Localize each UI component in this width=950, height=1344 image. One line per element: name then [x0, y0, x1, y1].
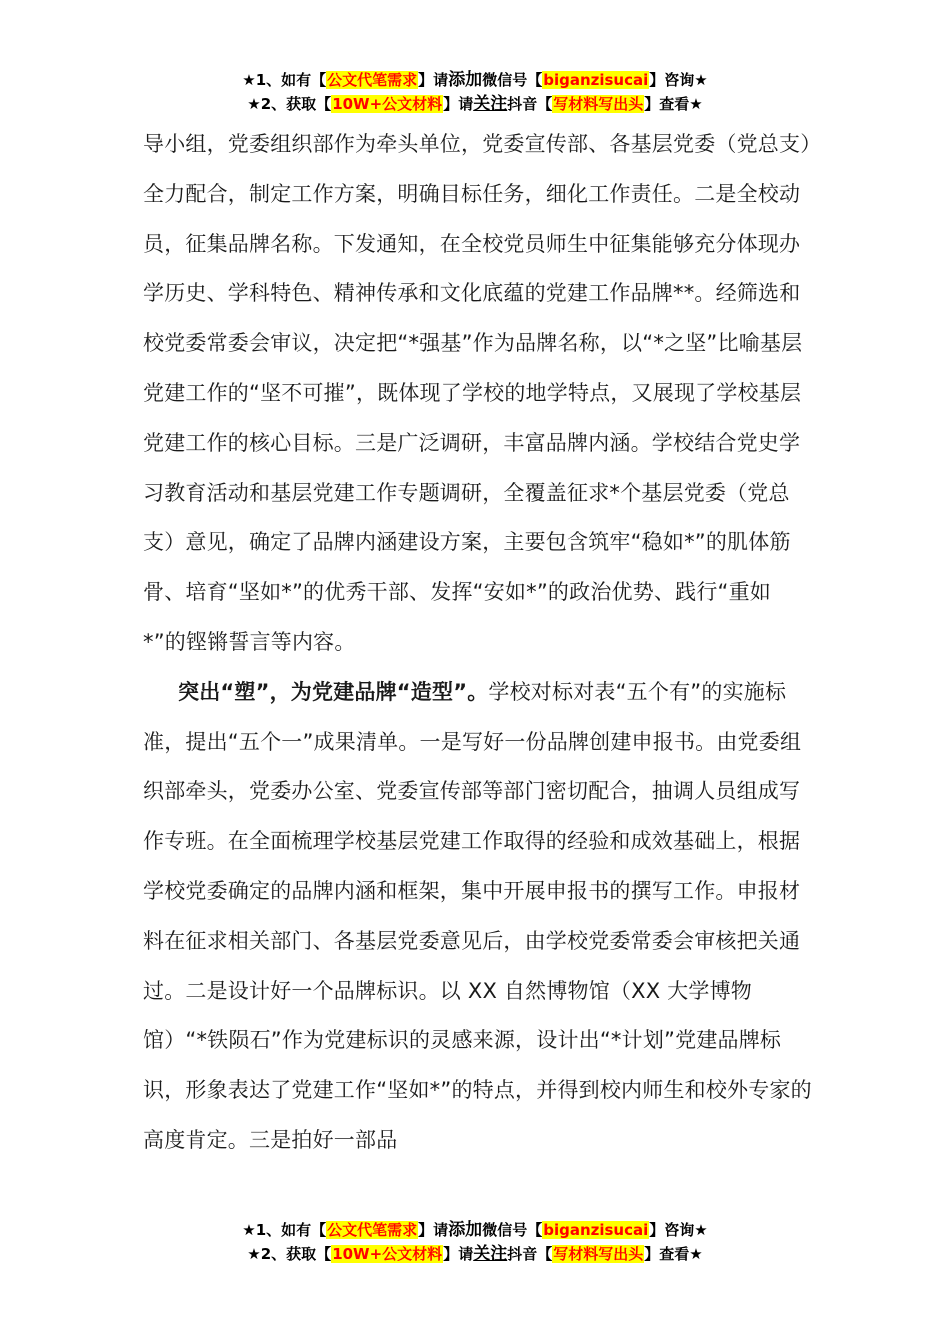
footer-highlight-materials: 10W+公文材料: [332, 1245, 443, 1263]
footer-line-1: ★1、如有【公文代笔需求】请添加微信号【biganzisucai】咨询★: [242, 1220, 708, 1240]
footer-line-2: ★2、获取【10W+公文材料】请关注抖音【写材料写出头】查看★: [247, 1244, 703, 1264]
footer-highlight-douyin-id: 写材料写出头: [553, 1245, 644, 1263]
paragraph-2-text: 学校对标对表“五个有”的实施标准，提出“五个一”成果清单。一是写好一份品牌创建申报书。由党委组织部牵头，党委办公室、党委宣传部等部门密切配合，抽调人员组成写作专班。在全面梳理学校基层党建工作取得的经验和成效基础上，根据学校党委确定的品牌内涵和框架，集中开展申报书的撰写工作。申报材料在征求相关部门、各基层党委意见后，由学校党委常委会审核把关通过。二是设计好一个品牌标识。以 XX 自然博物馆（XX 大学博物馆）“*铁陨石”作为党建标识的灵感来源，设计出“*计划”党建品牌标识，形象表达了党建工作“坚如*”的特点，并得到校内师生和校外专家的高度肯定。三是拍好一部品: [143, 679, 812, 1152]
footer-highlight-service: 公文代笔需求: [327, 1221, 418, 1239]
highlight-service: 公文代笔需求: [327, 71, 418, 89]
footer-highlight-wechat-id: biganzisucai: [543, 1221, 649, 1239]
paragraph-2: [143, 668, 813, 1166]
banner-line-2: ★2、获取【10W+公文材料】请关注抖音【写材料写出头】查看★: [247, 94, 703, 114]
paragraph-2-heading: 突出“塑”，为党建品牌“造型”。: [178, 679, 489, 704]
banner-line-1: ★1、如有【公文代笔需求】请添加微信号【biganzisucai】咨询★: [242, 70, 708, 90]
highlight-materials: 10W+公文材料: [332, 95, 443, 113]
document-body: [143, 120, 813, 1166]
footer-banner: [0, 1218, 950, 1266]
highlight-wechat-id: biganzisucai: [543, 71, 649, 89]
paragraph-1: 导小组，党委组织部作为牵头单位，党委宣传部、各基层党委（党总支）全力配合，制定工作方案，明确目标任务，细化工作责任。二是全校动员，征集品牌名称。下发通知，在全校党员师生中征集能够充分体现办学历史、学科特色、精神传承和文化底蕴的党建工作品牌**。经筛选和校党委常委会审议，决定把“*强基”作为品牌名称，以“*之坚”比喻基层党建工作的“坚不可摧”，既体现了学校的地学特点，又展现了学校基层党建工作的核心目标。三是广泛调研，丰富品牌内涵。学校结合党史学习教育活动和基层党建工作专题调研，全覆盖征求*个基层党委（党总支）意见，确定了品牌内涵建设方案，主要包含筑牢“稳如*”的肌体筋骨、培育“坚如*”的优秀干部、发挥“安如*”的政治优势、践行“重如*”的铿锵誓言等内容。: [143, 132, 811, 654]
header-banner: [0, 68, 950, 116]
highlight-douyin-id: 写材料写出头: [553, 95, 644, 113]
